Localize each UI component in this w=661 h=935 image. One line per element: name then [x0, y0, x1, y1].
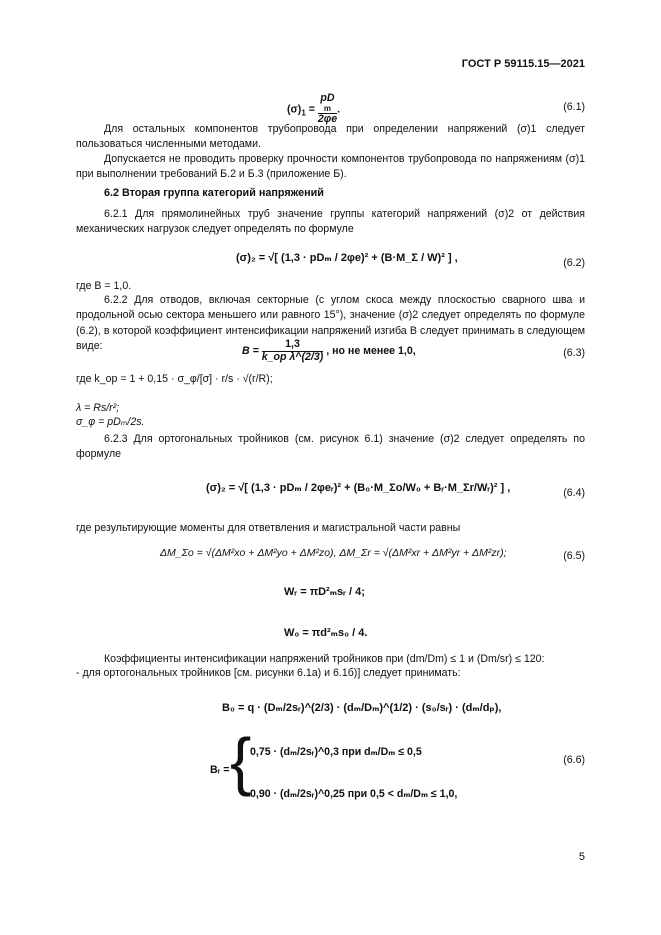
- equation-wo: W₀ = πd²ₘs₀ / 4.: [284, 627, 368, 639]
- where-kop-text: где k_op = 1 + 0,15 · σ_φ/[σ] · r/s · √(r/R);: [76, 373, 273, 385]
- paragraph-numerical-methods: Для остальных компонентов трубопровода при определении напряжений (σ)1 следует пользоваться численными методами.: [76, 123, 585, 151]
- eq-6-1-num-sub: m: [323, 103, 332, 113]
- eq-6-1-tail: .: [337, 103, 341, 116]
- section-heading-6-2: 6.2 Вторая группа категорий напряжений: [104, 187, 324, 199]
- equation-wr: Wᵣ = πD²ₘsᵣ / 4;: [284, 586, 365, 598]
- equation-6-2: (σ)₂ = √[ (1,3 · pDₘ / 2φe)² + (B·M_Σ / W)² ] ,: [236, 252, 458, 264]
- eq-6-3-denominator: k_op λ^(2/3): [261, 350, 324, 363]
- page-number: 5: [578, 851, 585, 863]
- paragraph-orthogonal-tees: - для ортогональных тройников [см. рисунки 6.1а) и 6.1б)] следует принимать:: [76, 667, 461, 679]
- eq-6-1-equals: =: [305, 103, 318, 116]
- equation-6-5: ΔM_Σo = √(ΔM²xo + ΔM²yo + ΔM²zo), ΔM_Σr = √(ΔM²xr + ΔM²yr + ΔM²zr);: [160, 547, 507, 559]
- equation-number-6-4: (6.4): [563, 487, 585, 499]
- paragraph-6-2-3: 6.2.3 Для ортогональных тройников (см. рисунок 6.1) значение (σ)2 следует определять по формуле: [76, 433, 585, 461]
- equation-6-3: [242, 339, 416, 363]
- eq-6-3-tail: , но не менее 1,0,: [326, 344, 416, 357]
- eq-6-6-lhs: Bᵣ =: [210, 764, 230, 776]
- equation-number-6-3: (6.3): [563, 347, 585, 359]
- equation-bo: B₀ = q · (Dₘ/2sᵣ)^(2/3) · (dₘ/Dₘ)^(1/2) · (s₀/sᵣ) · (dₘ/dₚ),: [222, 702, 502, 714]
- equation-number-6-1: (6.1): [563, 101, 585, 113]
- eq-6-3-numerator: 1,3: [262, 339, 324, 352]
- sigma-phi-definition: σ_φ = pDₘ/2s.: [76, 416, 145, 428]
- eq-6-1-lhs-sub: 1: [301, 108, 306, 118]
- equation-6-4: (σ)₂ = √[ (1,3 · pDₘ / 2φeᵣ)² + (B₀·M_Σo/W₀ + Bᵣ·M_Σr/Wᵣ)² ] ,: [206, 482, 511, 494]
- paragraph-6-2-2: 6.2.2 Для отводов, включая секторные (с углом скоса между плоскостью сварного шва и продольной осью сектора меньшего или равного 15°), значение (σ)2 следует определять по формуле (6.2), в которой коэффициент интенсификации напряжений изгиба B следует принимать в следующем виде:: [76, 294, 585, 353]
- lambda-definition: λ = Rs/r²;: [76, 402, 120, 414]
- eq-6-3-lhs: B =: [242, 344, 262, 357]
- equation-number-6-5: (6.5): [563, 550, 585, 562]
- eq-6-6-brace: {: [230, 725, 252, 797]
- equation-number-6-2: (6.2): [563, 257, 585, 269]
- paragraph-no-check: Допускается не проводить проверку прочности компонентов трубопровода по напряжениям (σ)1 при выполнении требований Б.2 и Б.3 (приложение Б).: [76, 153, 585, 181]
- eq-6-6-case-1: 0,75 · (dₘ/2sᵣ)^0,3 при dₘ/Dₘ ≤ 0,5: [250, 746, 422, 758]
- paragraph-resulting-moments: где результирующие моменты для ответвления и магистральной части равны: [76, 522, 461, 534]
- where-b-text: где B = 1,0.: [76, 280, 132, 292]
- eq-6-1-numerator: pD: [320, 92, 335, 104]
- eq-6-6-case-2: 0,90 · (dₘ/2sᵣ)^0,25 при 0,5 < dₘ/Dₘ ≤ 1,0,: [250, 788, 458, 800]
- paragraph-6-2-1: 6.2.1 Для прямолинейных труб значение группы категорий напряжений (σ)2 от действия механических нагрузок следует определять по формуле: [76, 208, 585, 236]
- eq-6-1-denominator: 2φe: [317, 113, 338, 126]
- eq-6-3-fraction: [262, 339, 324, 363]
- eq-6-1-lhs: (σ): [287, 103, 302, 116]
- paragraph-intensification: Коэффициенты интенсификации напряжений тройников при (dm/Dm) ≤ 1 и (Dm/sr) ≤ 120:: [104, 653, 545, 665]
- equation-number-6-6: (6.6): [563, 754, 585, 766]
- standard-header: ГОСТ Р 59115.15—2021: [461, 58, 585, 70]
